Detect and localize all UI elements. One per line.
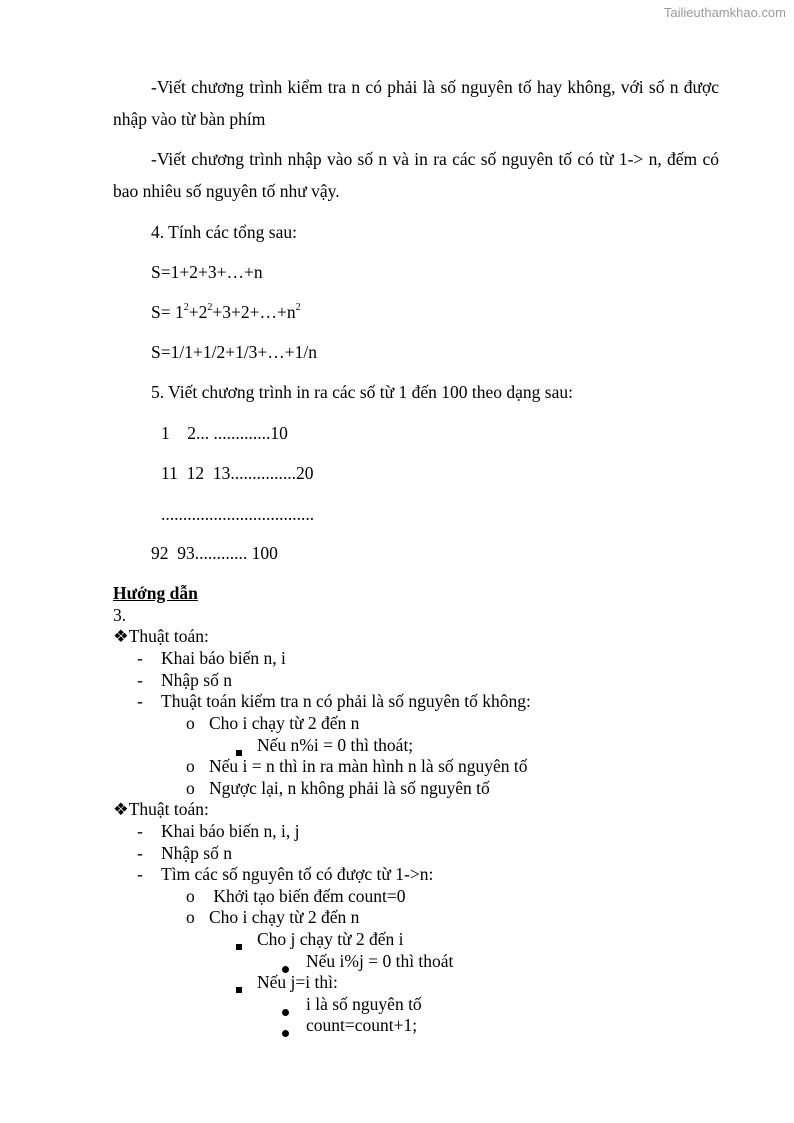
algo2-sub-1: Khởi tạo biến đếm count=0 bbox=[209, 886, 406, 906]
dash-bullet-icon: - bbox=[137, 648, 143, 668]
ex5-title: 5. Viết chương trình in ra các số từ 1 đến 100 theo dạng sau: bbox=[151, 382, 573, 402]
ex4-formula-3: S=1/1+1/2+1/3+…+1/n bbox=[151, 342, 318, 362]
ex5-row-3: ................................... bbox=[161, 504, 315, 524]
algo1-sub-1a: Nếu n%i = 0 thì thoát; bbox=[257, 735, 414, 755]
algo2-sub-2: Cho i chạy từ 2 đến n bbox=[209, 907, 360, 927]
dot-bullet-icon bbox=[282, 1000, 289, 1021]
algo1-sub-3: Ngược lại, n không phải là số nguyên tố bbox=[209, 778, 490, 798]
ex5-row-2: 11 12 13...............20 bbox=[161, 463, 314, 483]
algo2-item-2: Nhập số n bbox=[161, 843, 232, 863]
algo2-sub-2a1: Nếu i%j = 0 thì thoát bbox=[306, 951, 454, 971]
diamond-bullet-icon: ❖ bbox=[113, 626, 129, 646]
algo2-title: ❖Thuật toán: bbox=[113, 799, 209, 819]
algo2-sub-2b2: count=count+1; bbox=[306, 1015, 418, 1035]
algo1-title: ❖Thuật toán: bbox=[113, 626, 209, 646]
ex4-title: 4. Tính các tổng sau: bbox=[151, 222, 297, 242]
algo1-sub-2: Nếu i = n thì in ra màn hình n là số nguyên tố bbox=[209, 756, 528, 776]
guide-heading: Hướng dẫn bbox=[113, 583, 198, 603]
dash-bullet-icon: - bbox=[137, 843, 143, 863]
algo2-sub-2a: Cho j chạy từ 2 đến i bbox=[257, 929, 404, 949]
diamond-bullet-icon: ❖ bbox=[113, 799, 129, 819]
dash-bullet-icon: - bbox=[137, 691, 143, 711]
algo2-sub-2b: Nếu j=i thì: bbox=[257, 972, 338, 992]
algo2-item-1: Khai báo biến n, i, j bbox=[161, 821, 300, 841]
intro-paragraph-2: -Viết chương trình nhập vào số n và in ra các số nguyên tố có từ 1-> n, đếm có bao nhiêu số nguyên tố như vậy. bbox=[113, 149, 719, 201]
intro-paragraph-1: -Viết chương trình kiểm tra n có phải là số nguyên tố hay không, với số n được nhập vào từ bàn phím bbox=[113, 77, 719, 129]
dash-bullet-icon: - bbox=[137, 864, 143, 884]
algo1-item-1: Khai báo biến n, i bbox=[161, 648, 286, 668]
dash-bullet-icon: - bbox=[137, 670, 143, 690]
ex5-row-4: 92 93............ 100 bbox=[151, 543, 278, 563]
circle-bullet-icon: o bbox=[186, 713, 195, 733]
ex5-row-1: 1 2... .............10 bbox=[161, 423, 288, 443]
dash-bullet-icon: - bbox=[137, 821, 143, 841]
circle-bullet-icon: o bbox=[186, 907, 195, 927]
algo2-sub-2b1: i là số nguyên tố bbox=[306, 994, 422, 1014]
circle-bullet-icon: o bbox=[186, 778, 195, 798]
circle-bullet-icon: o bbox=[186, 756, 195, 776]
algo2-item-3: Tìm các số nguyên tố có được từ 1->n: bbox=[161, 864, 434, 884]
algo1-sub-1: Cho i chạy từ 2 đến n bbox=[209, 713, 360, 733]
guide-number: 3. bbox=[113, 605, 127, 625]
ex4-formula-2: $S= 1^2+2^2+3+2+\dots+n^2$ bbox=[151, 302, 301, 322]
algo1-item-3: Thuật toán kiểm tra n có phải là số nguyên tố không: bbox=[161, 691, 531, 711]
watermark: Tailieuthamkhao.com bbox=[663, 5, 786, 20]
ex4-formula-1: S=1+2+3+…+n bbox=[151, 262, 263, 282]
circle-bullet-icon: o bbox=[186, 886, 195, 906]
square-bullet-icon bbox=[236, 977, 242, 998]
algo1-item-2: Nhập số n bbox=[161, 670, 232, 690]
square-bullet-icon bbox=[236, 934, 242, 955]
dot-bullet-icon bbox=[282, 1021, 289, 1042]
